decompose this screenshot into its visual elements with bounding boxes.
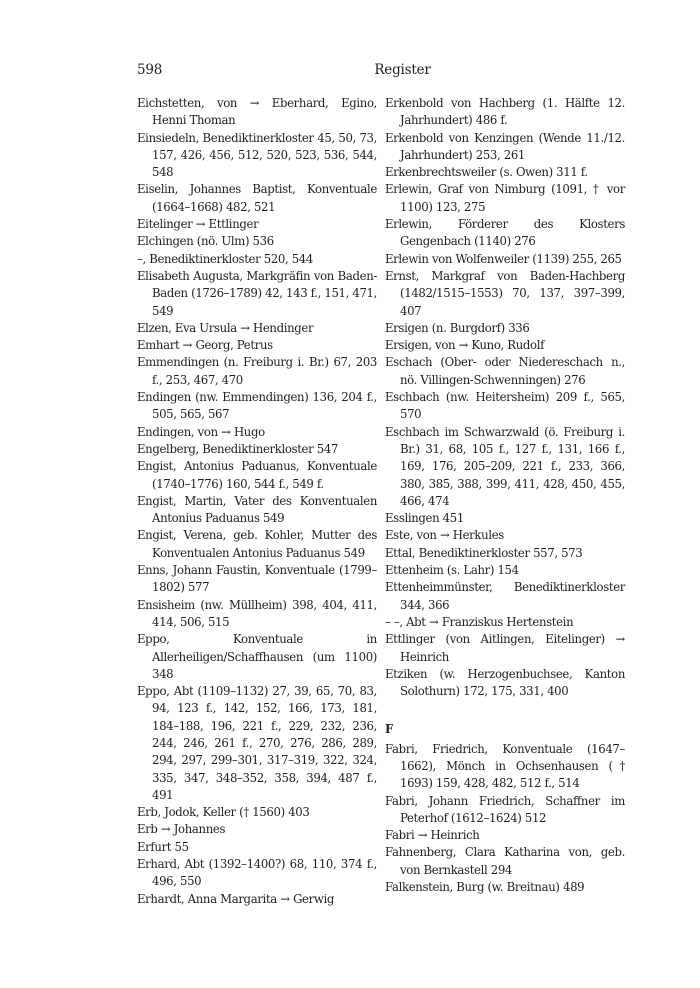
index-entry: Erkenbrechtsweiler (s. Owen) 311 f. <box>385 165 588 180</box>
index-entry: Engist, Martin, Vater des Konventualen Antonius Paduanus 549 <box>137 493 377 526</box>
index-entry: Erb, Jodok, Keller († 1560) 403 <box>137 805 310 820</box>
index-column-left <box>137 95 377 908</box>
index-entry: Erkenbold von Kenzingen (Wende 11./12. Jahrhundert) 253, 261 <box>385 130 625 162</box>
index-entry: Fabri, Friedrich, Konventuale (1647–1662), Mönch in Ochsenhausen († 1693) 159, 428, 482, 512 f., 514 <box>385 741 625 791</box>
index-entry: Eppo, Abt (1109–1132) 27, 39, 65, 70, 83, 94, 123 f., 142, 152, 166, 173, 181, 184–188, 196, 221 f., 229, 232, 236, 244, 246, 261 f., 270, 276, 286, 289, 294, 297, 299–301, 317–319, 322, 324, 335, 347, 348–352, 358, 394, 487 f., 491 <box>137 684 377 802</box>
index-entry: Etziken (w. Herzogenbuchsee, Kanton Solothurn) 172, 175, 331, 400 <box>385 666 625 699</box>
index-entry: Este, von → Herkules <box>385 528 504 543</box>
index-entry: Engist, Verena, geb. Kohler, Mutter des Konventualen Antonius Paduanus 549 <box>137 528 377 560</box>
index-entry: Elzen, Eva Ursula → Hendinger <box>137 320 314 335</box>
index-entry: Eschbach im Schwarzwald (ö. Freiburg i. Br.) 31, 68, 105 f., 127 f., 131, 166 f., 169, 176, 205–209, 221 f., 233, 366, 380, 385, 388, 399, 411, 428, 450, 455, 466, 474 <box>385 424 625 508</box>
index-entry: Erfurt 55 <box>137 839 189 854</box>
index-entry: Esslingen 451 <box>385 511 464 526</box>
index-entry: Erb → Johannes <box>137 822 226 837</box>
index-entry: Ernst, Markgraf von Baden-Hachberg (1482/1515–1553) 70, 137, 397–399, 407 <box>385 268 625 318</box>
index-entry: Erkenbold von Hachberg (1. Hälfte 12. Jahrhundert) 486 f. <box>385 96 625 128</box>
index-entry: Eichstetten, von → Eberhard, Egino, Henni Thoman <box>137 96 377 128</box>
index-entry: Elchingen (nö. Ulm) 536 <box>137 234 274 249</box>
index-entry: Ettlinger (von Aitlingen, Eitelinger) → Heinrich <box>385 632 625 664</box>
index-entry: Erlewin von Wolfenweiler (1139) 255, 265 <box>385 251 622 266</box>
index-entry: Ensisheim (nw. Müllheim) 398, 404, 411, 414, 506, 515 <box>137 597 377 629</box>
index-entry: Endingen (nw. Emmendingen) 136, 204 f., 505, 565, 567 <box>137 390 377 422</box>
index-entry: Ettal, Benediktinerkloster 557, 573 <box>385 545 583 560</box>
index-entry: Eschbach (nw. Heitersheim) 209 f., 565, 570 <box>385 390 625 422</box>
page-number: 598 <box>137 62 163 78</box>
index-entry: Endingen, von → Hugo <box>137 424 265 439</box>
index-entry: Fahnenberg, Clara Katharina von, geb. von Bernkastell 294 <box>385 845 625 877</box>
index-entry: Erhardt, Anna Margarita → Gerwig <box>137 891 335 906</box>
index-entry: Enns, Johann Faustin, Konventuale (1799–1802) 577 <box>137 563 377 595</box>
index-entry: Ersigen (n. Burgdorf) 336 <box>385 320 530 335</box>
index-entry: Eppo, Konventuale in Allerheiligen/Schaffhausen (um 1100) 348 <box>137 632 377 681</box>
index-entry: Ettenheimmünster, Benediktinerkloster 344, 366 <box>385 580 625 612</box>
index-entry: Fabri → Heinrich <box>385 828 480 843</box>
index-entry: –, Benediktinerkloster 520, 544 <box>137 251 313 266</box>
index-entry: Ettenheim (s. Lahr) 154 <box>385 563 519 578</box>
index-entry: Falkenstein, Burg (w. Breitnau) 489 <box>385 880 585 895</box>
index-entry: Engelberg, Benediktinerkloster 547 <box>137 441 338 456</box>
index-entry: Erlewin, Förderer des Klosters Gengenbach (1140) 276 <box>385 217 625 249</box>
index-entry: Emhart → Georg, Petrus <box>137 338 273 353</box>
index-entry: Eitelinger → Ettlinger <box>137 217 259 232</box>
index-entry: Emmendingen (n. Freiburg i. Br.) 67, 203 f., 253, 467, 470 <box>137 355 377 387</box>
index-entry: Eiselin, Johannes Baptist, Konventuale (1664–1668) 482, 521 <box>137 182 377 214</box>
index-entry: – –, Abt → Franziskus Hertenstein <box>385 614 574 629</box>
index-entry: Eschach (Ober- oder Niedereschach n., nö. Villingen-Schwenningen) 276 <box>385 355 625 387</box>
index-entry: Fabri, Johann Friedrich, Schaffner im Peterhof (1612–1624) 512 <box>385 793 625 825</box>
index-entry: Ersigen, von → Kuno, Rudolf <box>385 338 545 353</box>
index-entry: Elisabeth Augusta, Markgräfin von Baden-Baden (1726–1789) 42, 143 f., 151, 471, 549 <box>137 268 377 318</box>
section-letter: F <box>385 722 394 737</box>
index-entry: Engist, Antonius Paduanus, Konventuale (1740–1776) 160, 544 f., 549 f. <box>137 459 377 491</box>
index-entry: Erhard, Abt (1392–1400?) 68, 110, 374 f., 496, 550 <box>137 857 377 889</box>
running-head: Register <box>374 62 431 78</box>
index-column-right <box>385 95 625 896</box>
index-entry: Erlewin, Graf von Nimburg (1091, † vor 1100) 123, 275 <box>385 182 625 214</box>
index-entry: Einsiedeln, Benediktinerkloster 45, 50, 73, 157, 426, 456, 512, 520, 523, 536, 544, 548 <box>137 130 377 180</box>
